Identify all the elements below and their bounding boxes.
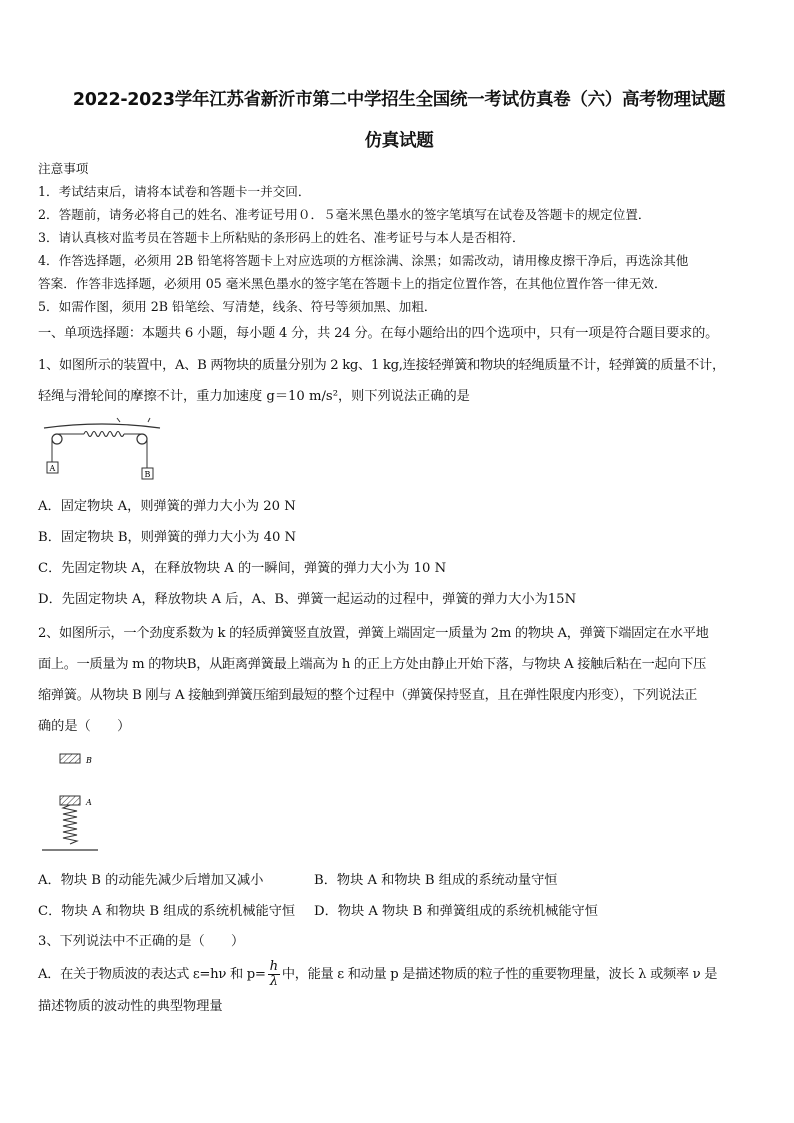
option-d: D．先固定物块 A，释放物块 A 后，A、B、弹簧一起运动的过程中，弹簧的弹力大小为15N — [38, 592, 577, 607]
question-3-option-a — [38, 958, 762, 1022]
note-item: 1．考试结束后，请将本试卷和答题卡一并交回． — [38, 184, 311, 199]
note-item: 3．请认真核对监考员在答题卡上所粘贴的条形码上的姓名、准考证号与本人是否相符． — [38, 230, 525, 245]
block-a-label: A — [49, 464, 56, 473]
page-subtitle: 仿真试题 — [364, 131, 434, 151]
option-b: B．固定物块 B，则弹簧的弹力大小为 40 N — [38, 530, 297, 545]
fraction-denominator: λ — [269, 974, 278, 989]
option-a: A．物块 B 的动能先减少后增加又减小 — [38, 873, 264, 888]
option-text: 描述物质的波动性的典型物理量 — [38, 999, 223, 1014]
option-text: A．在关于物质波的表达式 ε=hν 和 p= — [38, 967, 266, 982]
question-text: 缩弹簧。从物块 B 刚与 A 接触到弹簧压缩到最短的整个过程中（弹簧保持竖直，且在弹性限度内形变），下列说法正 — [38, 688, 698, 703]
option-c: C．物块 A 和物块 B 组成的系统机械能守恒 — [38, 904, 296, 919]
block-b-label: B — [144, 470, 151, 479]
block-a-label: A — [86, 798, 92, 807]
question-3-stem: 3、下列说法中不正确的是（ ） — [38, 934, 245, 949]
question-2 — [38, 618, 762, 742]
page-title: 2022-2023学年江苏省新沂市第二中学招生全国统一考试仿真卷（六）高考物理试题 — [72, 90, 726, 110]
option-c: C．先固定物块 A，在释放物块 A 的一瞬间，弹簧的弹力大小为 10 N — [38, 561, 447, 576]
note-item: 答案．作答非选择题，必须用 05 毫米黑色墨水的签字笔在答题卡上的指定位置作答，在其他位置作答一律无效． — [38, 276, 667, 291]
notes-section — [38, 157, 762, 318]
question-1 — [38, 350, 762, 412]
note-item: 5．如需作图，须用 2B 铅笔绘、写清楚，线条、符号等须加黑、加粗． — [38, 299, 437, 314]
block-b-label: B — [86, 756, 92, 765]
note-item: 2．答题前，请务必将自己的姓名、准考证号用０．５毫米黑色墨水的签字笔填写在试卷及答题卡的规定位置． — [38, 207, 651, 222]
question-text: 确的是（ ） — [38, 719, 131, 734]
notes-heading: 注意事项 — [38, 161, 89, 176]
option-b: B．物块 A 和物块 B 组成的系统动量守恒 — [314, 873, 558, 888]
question-text: 1、如图所示的装置中，A、B 两物块的质量分别为 2 kg、1 kg,连接轻弹簧和物块的轻绳质量不计，轻弹簧的质量不计， — [38, 358, 725, 373]
pulley-spring-figure — [42, 416, 162, 482]
question-text: 2、如图所示，一个劲度系数为 k 的轻质弹簧竖直放置，弹簧上端固定一质量为 2m 的物块 A，弹簧下端固定在水平地 — [38, 626, 709, 641]
question-text: 轻绳与滑轮间的摩擦不计，重力加速度 g＝10 m/s²，则下列说法正确的是 — [38, 389, 470, 404]
option-text: 中，能量 ε 和动量 p 是描述物质的粒子性的重要物理量，波长 λ 或频率 ν 是 — [281, 967, 718, 982]
fraction — [268, 960, 280, 989]
fraction-numerator: h — [269, 959, 278, 974]
section-heading: 一、单项选择题：本题共 6 小题，每小题 4 分，共 24 分。在每小题给出的四个选项中，只有一项是符合题目要求的。 — [38, 326, 719, 341]
option-a: A．固定物块 A，则弹簧的弹力大小为 20 N — [38, 499, 296, 514]
option-d: D．物块 A 物块 B 和弹簧组成的系统机械能守恒 — [314, 904, 598, 919]
note-item: 4．作答选择题，必须用 2B 铅笔将答题卡上对应选项的方框涂满、涂黑；如需改动，请用橡皮擦干净后，再选涂其他 — [38, 253, 689, 268]
question-text: 面上。一质量为 m 的物块B，从距离弹簧最上端高为 h 的正上方处由静止开始下落，与物块 A 接触后粘在一起向下压 — [38, 657, 707, 672]
vertical-spring-figure — [42, 750, 132, 856]
